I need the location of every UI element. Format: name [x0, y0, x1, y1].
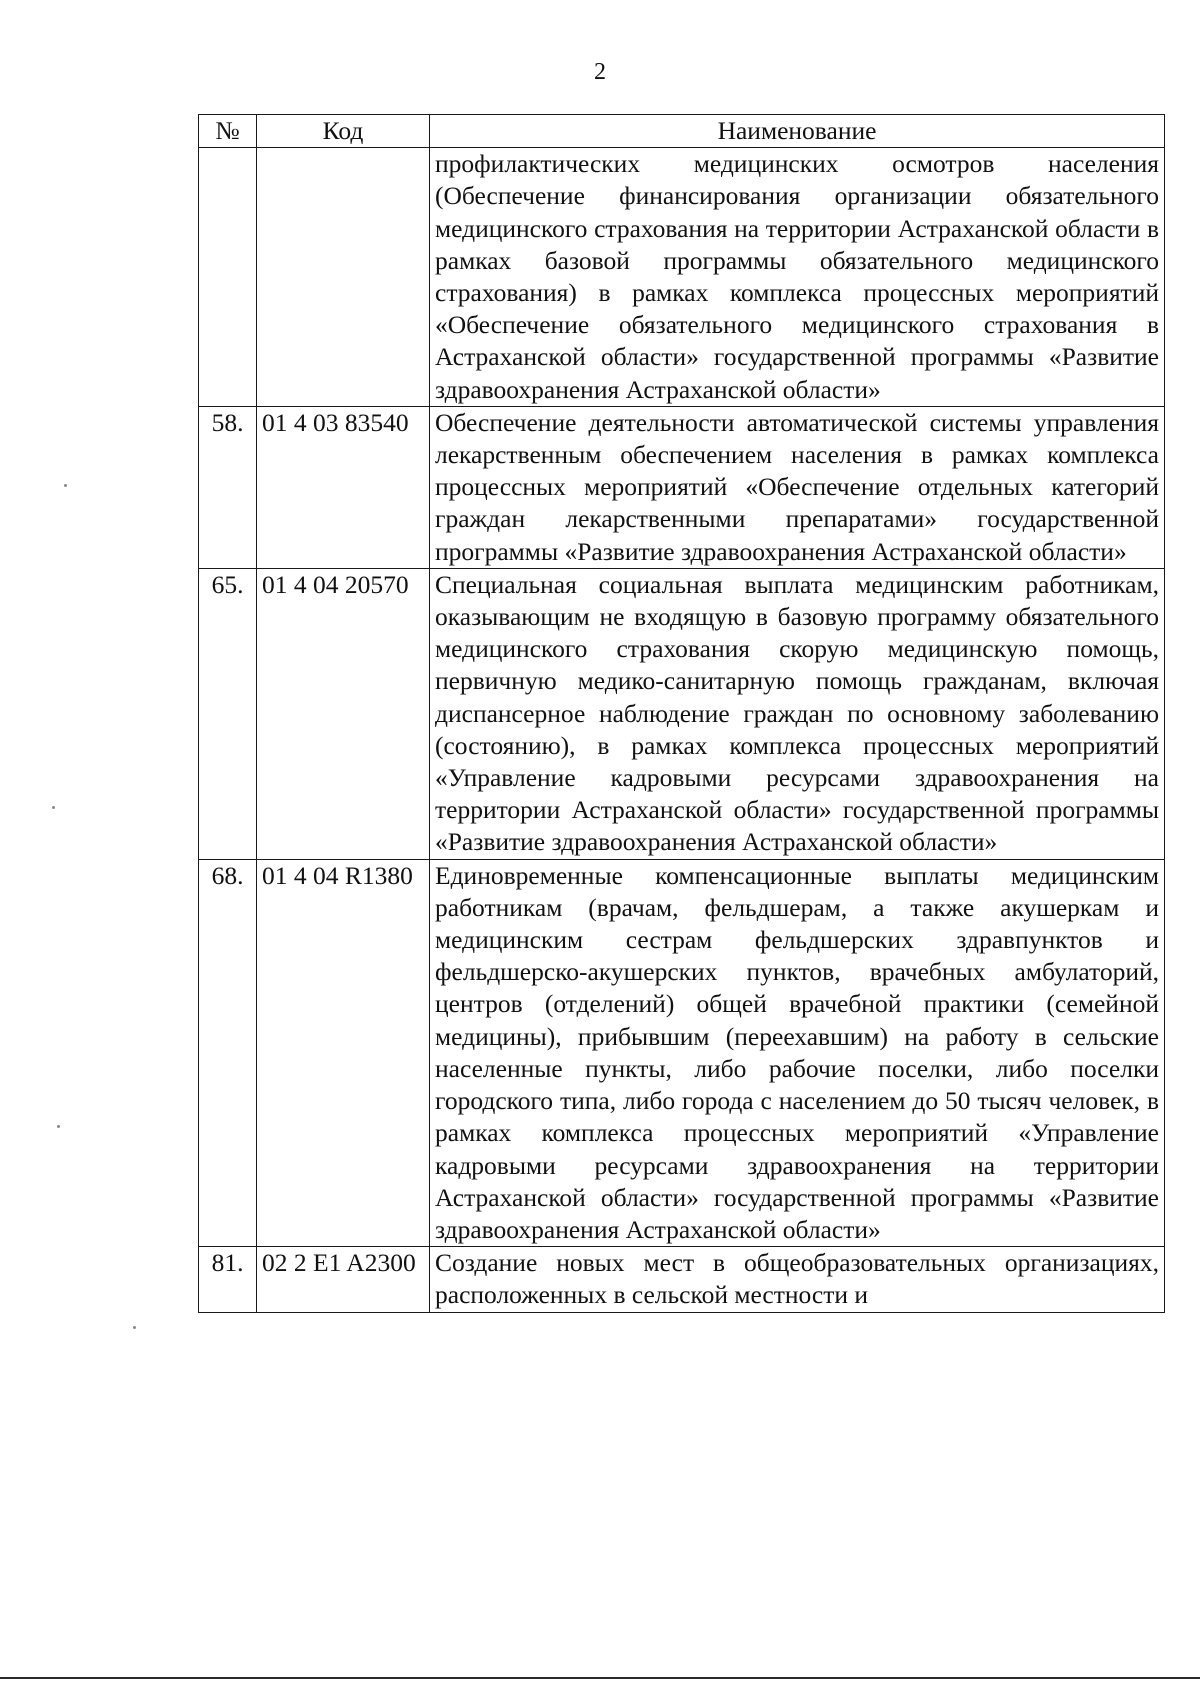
scan-speck	[133, 1326, 136, 1329]
row-code	[257, 148, 430, 407]
table-row	[199, 148, 1165, 407]
row-name: Специальная социальная выплата медицинским работникам, оказывающим не входящую в базовую программу обязательного медицинского страхования скорую медицинскую помощь, первичную медико-санитарную помощь гражданам, включая диспансерное наблюдение граждан по основному заболеванию (состоянию), в рамках комплекса процессных мероприятий «Управление кадровыми ресурсами здравоохранения на территории Астраханской области» государственной программы «Развитие здравоохранения Астраханской области»	[430, 568, 1165, 859]
budget-code-table	[198, 114, 1165, 1313]
row-code: 01 4 04 R1380	[257, 859, 430, 1246]
row-name: профилактических медицинских осмотров населения (Обеспечение финансирования организации обязательного медицинского страхования на территории Астраханской области в рамках базовой программы обязательного медицинского страхования) в рамках комплекса процессных мероприятий «Обеспечение обязательного медицинского страхования в Астраханской области» государственной программы «Развитие здравоохранения Астраханской области»	[430, 148, 1165, 407]
table-header-row	[199, 115, 1165, 148]
page-number: 2	[594, 59, 606, 85]
header-num: №	[199, 115, 257, 148]
row-number: 68.	[199, 859, 257, 1246]
row-number: 65.	[199, 568, 257, 859]
row-code: 01 4 04 20570	[257, 568, 430, 859]
row-name: Единовременные компенсационные выплаты медицинским работникам (врачам, фельдшерам, а также акушеркам и медицинским сестрам фельдшерских здравпунктов и фельдшерско-акушерских пунктов, врачебных амбулаторий, центров (отделений) общей врачебной практики (семейной медицины), прибывшим (переехавшим) на работу в сельские населенные пункты, либо рабочие поселки, либо поселки городского типа, либо города с населением до 50 тысяч человек, в рамках комплекса процессных мероприятий «Управление кадровыми ресурсами здравоохранения на территории Астраханской области» государственной программы «Развитие здравоохранения Астраханской области»	[430, 859, 1165, 1246]
row-number	[199, 148, 257, 407]
table-row	[199, 406, 1165, 568]
row-code: 02 2 E1 A2300	[257, 1247, 430, 1312]
scan-speck	[52, 806, 55, 809]
scan-speck	[57, 1125, 60, 1128]
row-code: 01 4 03 83540	[257, 406, 430, 568]
table-row	[199, 568, 1165, 859]
table-row	[199, 1247, 1165, 1312]
scan-speck	[64, 484, 67, 487]
row-number: 58.	[199, 406, 257, 568]
table-row	[199, 859, 1165, 1246]
bottom-scan-edge	[0, 1677, 1200, 1679]
row-name: Создание новых мест в общеобразовательных организациях, расположенных в сельской местности и	[430, 1247, 1165, 1312]
header-name: Наименование	[430, 115, 1165, 148]
row-name: Обеспечение деятельности автоматической системы управления лекарственным обеспечением населения в рамках комплекса процессных мероприятий «Обеспечение отдельных категорий граждан лекарственными препаратами» государственной программы «Развитие здравоохранения Астраханской области»	[430, 406, 1165, 568]
header-code: Код	[257, 115, 430, 148]
row-number: 81.	[199, 1247, 257, 1312]
